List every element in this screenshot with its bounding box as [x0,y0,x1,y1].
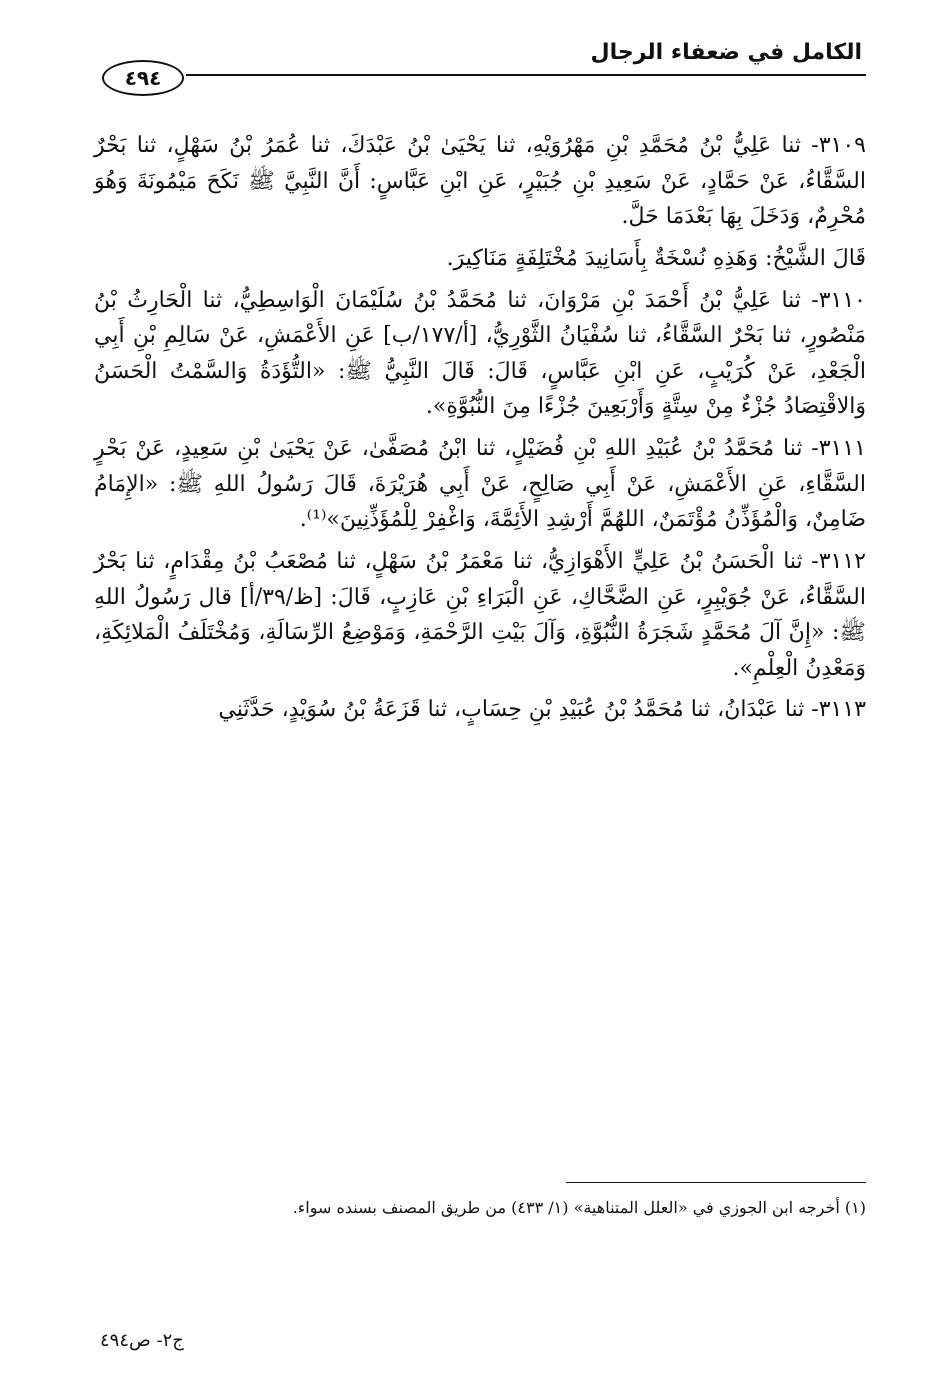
hadith-3110: ٣١١٠- ثنا عَلِيُّ بْنُ أَحْمَدَ بْنِ مَرْوَانَ، ثنا مُحَمَّدُ بْنُ سُلَيْمَانَ الْوَاسِطِيُّ، ثنا الْحَارِثُ بْنُ مَنْصُورٍ، ثنا بَحْرٌ السَّقَّاءُ، ثنا سُفْيَانُ الثَّوْرِيُّ، [أ/١٧٧/ب] عَنِ الأَعْمَشِ، عَنْ سَالِمِ بْنِ أَبِي الْجَعْدِ، عَنْ كُرَيْبٍ، عَنِ ابْنِ عَبَّاسٍ، قَالَ: قَالَ النَّبِيُّ ﷺ: «التُّؤَدَةُ وَالسَّمْتُ الْحَسَنُ وَالاقْتِصَادُ جُزْءٌ مِنْ سِتَّةٍ وَأَرْبَعِينَ جُزْءًا مِنَ النُّبُوَّةِ». [94,287,866,420]
main-text [94,128,866,734]
footnote: (١) أخرجه ابن الجوزي في «العلل المتناهية» (١/ ٤٣٣) من طريق المصنف بسنده سواء. [292,1198,866,1217]
page-header [96,38,866,90]
header-rule [186,74,866,76]
hadith-3113: ٣١١٣- ثنا عَبْدَانُ، ثنا مُحَمَّدُ بْنُ عُبَيْدِ بْنِ حِسَابٍ، ثنا قَزَعَةُ بْنُ سُوَيْدٍ، حَدَّثَنِي [218,697,866,723]
book-title: الكامل في ضعفاء الرجال [590,40,862,65]
volume-page-reference: ج٢- ص٤٩٤ [100,1330,184,1351]
page-number-badge: ٤٩٤ [102,60,184,96]
hadith-3112: ٣١١٢- ثنا الْحَسَنُ بْنُ عَلِيٍّ الأَهْوَازِيُّ، ثنا مَعْمَرُ بْنُ سَهْلٍ، ثنا مُصْعَبُ بْنُ مِقْدَامٍ، ثنا بَحْرٌ السَّقَّاءُ، عَنْ جُوَيْبِرٍ، عَنِ الضَّحَّاكِ، عَنِ الْبَرَاءِ بْنِ عَازِبٍ، قَالَ: [ظ/٣٩/أ] قال رَسُولُ اللهِ ﷺ: «إِنَّ آلَ مُحَمَّدٍ شَجَرَةُ النُّبُوَّةِ، وَآلَ بَيْتِ الرَّحْمَةِ، وَمَوْضِعُ الرِّسَالَةِ، وَمُخْتَلَفُ الْمَلائِكَةِ، وَمَعْدِنُ الْعِلْمِ». [94,548,866,681]
hadith-3111: ٣١١١- ثنا مُحَمَّدُ بْنُ عُبَيْدِ اللهِ بْنِ فُضَيْلٍ، ثنا ابْنُ مُصَفَّىٰ، عَنْ يَحْيَىٰ بْنِ سَعِيدٍ، عَنْ بَحْرٍ السَّقَّاءِ، عَنِ الأَعْمَشِ، عَنْ أَبِي صَالِحٍ، عَنْ أَبِي هُرَيْرَةَ، قَالَ رَسُولُ اللهِ ﷺ: «الإِمَامُ ضَامِنٌ، وَالْمُؤَذِّنُ مُؤْتَمَنٌ، اللهُمَّ أَرْشِدِ الأَئِمَّةَ، وَاغْفِرْ لِلْمُؤَذِّنِينَ»⁽¹⁾. [94,436,866,533]
hadith-3109: ٣١٠٩- ثنا عَلِيُّ بْنُ مُحَمَّدِ بْنِ مَهْرُوَيْهِ، ثنا يَحْيَىٰ بْنُ عَبْدَكَ، ثنا عُمَرُ بْنُ سَهْلٍ، ثنا بَحْرٌ السَّقَّاءُ، عَنْ حَمَّادٍ، عَنْ سَعِيدِ بْنِ جُبَيْرٍ، عَنِ ابْنِ عَبَّاسٍ: أَنَّ النَّبِيَّ ﷺ نَكَحَ مَيْمُونَةَ وَهُوَ مُحْرِمٌ، وَدَخَلَ بِهَا بَعْدَمَا حَلَّ. [94,133,866,230]
footnote-rule [566,1182,866,1183]
sheikh-comment: قَالَ الشَّيْخُ: وَهَذِهِ نُسْخَةٌ بِأَسَانِيدَ مُخْتَلِفَةٍ مَنَاكِيرَ. [446,245,866,271]
